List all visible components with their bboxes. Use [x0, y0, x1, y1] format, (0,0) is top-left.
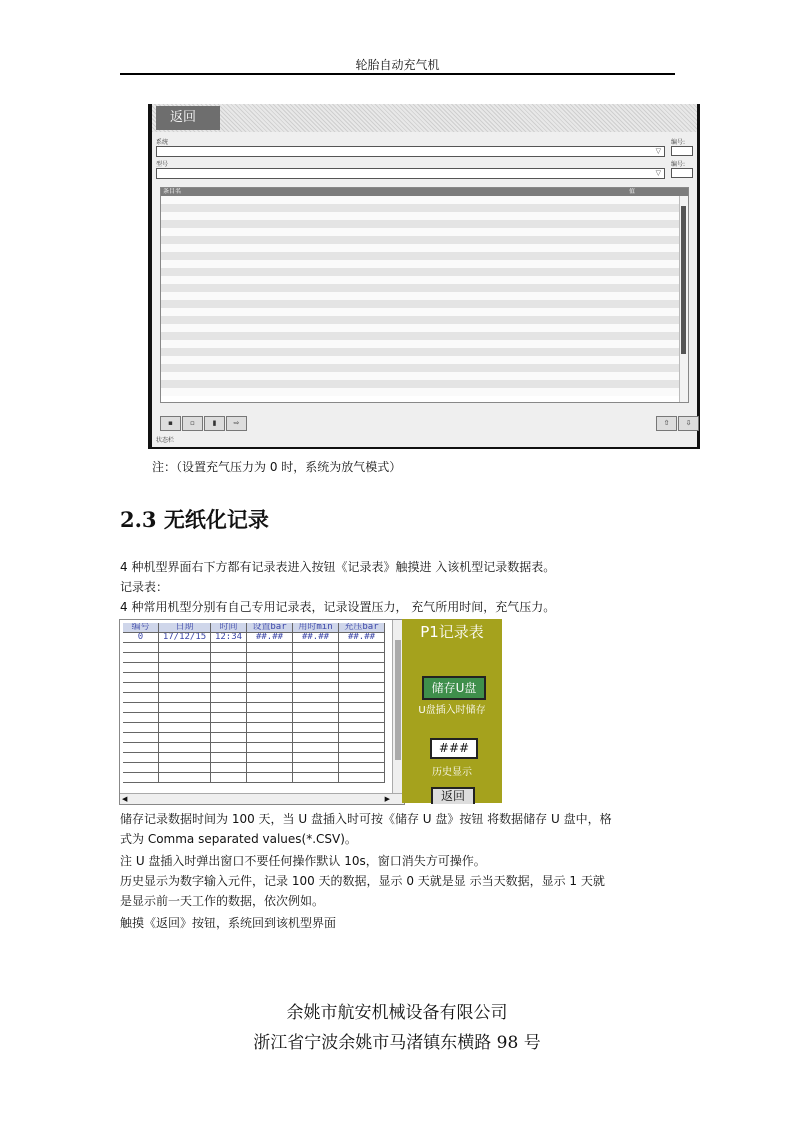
column-name-header: 条目名: [163, 188, 182, 195]
table-row[interactable]: [161, 364, 680, 372]
paragraph: 触摸《返回》按钮，系统回到该机型界面: [120, 916, 337, 930]
table-row[interactable]: [161, 244, 680, 252]
record-empty-cell: [247, 673, 293, 683]
section-title: 2.3 无纸化记录: [120, 507, 269, 532]
table-row[interactable]: [161, 252, 680, 260]
record-empty-cell: [123, 683, 159, 693]
table-row[interactable]: [161, 228, 680, 236]
record-empty-cell: [159, 713, 211, 723]
scrollbar-thumb[interactable]: [681, 206, 686, 354]
record-empty-cell: [247, 763, 293, 773]
back-button[interactable]: 返回: [156, 106, 220, 130]
paragraph: 储存记录数据时间为 100 天，当 U 盘插入时可按《储存 U 盘》按钮 将数据储存 U 盘中，格: [120, 812, 612, 826]
record-empty-cell: [123, 663, 159, 673]
record-data-cell: 12:34: [211, 633, 247, 643]
record-empty-cell: [339, 723, 385, 733]
top-bar: [152, 104, 697, 132]
record-header-cell: 日期: [159, 623, 211, 633]
record-empty-cell: [159, 653, 211, 663]
record-empty-cell: [247, 713, 293, 723]
record-empty-cell: [293, 763, 339, 773]
upload-icon[interactable]: ⇧: [656, 416, 677, 431]
record-empty-cell: [211, 753, 247, 763]
record-empty-cell: [123, 723, 159, 733]
record-empty-cell: [247, 683, 293, 693]
record-empty-cell: [159, 683, 211, 693]
table-row[interactable]: [161, 196, 680, 204]
paragraph: 是显示前一天工作的数据，依次例如。: [120, 894, 325, 908]
record-empty-cell: [123, 743, 159, 753]
record-empty-cell: [123, 673, 159, 683]
record-empty-cell: [293, 713, 339, 723]
table-row[interactable]: [161, 308, 680, 316]
record-empty-cell: [293, 643, 339, 653]
record-empty-cell: [211, 683, 247, 693]
table-row[interactable]: [161, 284, 680, 292]
number-field-1[interactable]: [671, 146, 693, 156]
table-row[interactable]: [161, 388, 680, 396]
table-row[interactable]: [161, 340, 680, 348]
record-empty-cell: [293, 773, 339, 783]
record-empty-cell: [159, 763, 211, 773]
record-empty-cell: [247, 653, 293, 663]
record-empty-cell: [159, 773, 211, 783]
header-rule: [120, 73, 675, 75]
record-empty-cell: [211, 723, 247, 733]
number-label-2: 编号:: [671, 161, 686, 168]
model-dropdown[interactable]: [156, 168, 665, 179]
record-empty-cell: [123, 733, 159, 743]
record-data-cell: ##.##: [247, 633, 293, 643]
table-row[interactable]: [161, 276, 680, 284]
record-empty-cell: [293, 723, 339, 733]
record-data-cell: ##.##: [339, 633, 385, 643]
delete-icon[interactable]: ▮: [204, 416, 225, 431]
record-empty-cell: [339, 663, 385, 673]
record-header-cell: 设置bar: [247, 623, 293, 633]
back-button[interactable]: 返回: [431, 787, 475, 804]
record-empty-cell: [247, 753, 293, 763]
record-empty-cell: [123, 693, 159, 703]
history-display-input[interactable]: ###: [430, 738, 478, 759]
record-header-cell: 充压bar: [339, 623, 385, 633]
record-empty-cell: [293, 703, 339, 713]
download-icon[interactable]: ⇩: [678, 416, 699, 431]
chevron-down-icon: ▽: [655, 169, 661, 177]
table-row[interactable]: [161, 316, 680, 324]
record-control-panel: [402, 619, 502, 803]
footer-address: 浙江省宁波余姚市马渚镇东横路 98 号: [253, 1033, 541, 1053]
record-empty-cell: [247, 723, 293, 733]
number-label-1: 编号:: [671, 139, 686, 146]
note-text: 注：（设置充气压力为 0 时，系统为放气模式）: [152, 460, 402, 474]
column-value-header: 值: [629, 188, 636, 195]
table-row[interactable]: [161, 372, 680, 380]
record-header-cell: 用时min: [293, 623, 339, 633]
scrollbar-thumb[interactable]: [395, 640, 401, 760]
record-data-cell: 17/12/15: [159, 633, 211, 643]
record-empty-cell: [293, 653, 339, 663]
record-empty-cell: [211, 643, 247, 653]
record-empty-cell: [339, 673, 385, 683]
record-empty-cell: [123, 653, 159, 663]
paragraph: 4 种机型界面右下方都有记录表进入按钮《记录表》触摸进 入该机型记录数据表。: [120, 560, 556, 574]
history-caption: 历史显示: [432, 767, 472, 778]
record-empty-cell: [159, 673, 211, 683]
table-row[interactable]: [161, 260, 680, 268]
record-empty-cell: [247, 693, 293, 703]
record-empty-cell: [211, 663, 247, 673]
record-empty-cell: [123, 763, 159, 773]
record-empty-cell: [339, 743, 385, 753]
record-empty-cell: [293, 673, 339, 683]
paragraph: 历史显示为数字输入元件，记录 100 天的数据，显示 0 天就是显 示当天数据，显示 1 天就: [120, 874, 605, 888]
table-row[interactable]: [161, 332, 680, 340]
record-empty-cell: [211, 653, 247, 663]
record-data-cell: 0: [123, 633, 159, 643]
record-empty-cell: [123, 703, 159, 713]
table-row[interactable]: [161, 324, 680, 332]
record-empty-cell: [339, 773, 385, 783]
record-empty-cell: [339, 653, 385, 663]
record-empty-cell: [293, 663, 339, 673]
record-empty-cell: [159, 733, 211, 743]
record-horizontal-scrollbar[interactable]: [120, 793, 404, 804]
record-empty-cell: [339, 703, 385, 713]
paragraph: 记录表：: [120, 580, 169, 594]
chevron-down-icon: ▽: [655, 147, 661, 155]
system-label: 系统: [156, 139, 169, 146]
record-empty-cell: [159, 693, 211, 703]
table-row[interactable]: [161, 380, 680, 388]
page-header: 轮胎自动充气机: [355, 58, 440, 72]
record-empty-cell: [293, 693, 339, 703]
table-row[interactable]: [161, 204, 680, 212]
data-browser-screenshot: [148, 104, 700, 449]
paragraph: 4 种常用机型分别有自己专用记录表，记录设置压力， 充气所用时间，充气压力。: [120, 600, 556, 614]
record-empty-cell: [339, 763, 385, 773]
record-empty-cell: [293, 683, 339, 693]
record-header-cell: 时间: [211, 623, 247, 633]
record-empty-cell: [339, 643, 385, 653]
table-header: [161, 188, 688, 196]
record-table-screenshot: [119, 619, 405, 805]
record-empty-cell: [211, 763, 247, 773]
data-table: [160, 187, 689, 403]
number-field-2[interactable]: [671, 168, 693, 178]
record-empty-cell: [293, 743, 339, 753]
record-empty-cell: [339, 713, 385, 723]
record-data-cell: ##.##: [293, 633, 339, 643]
record-empty-cell: [247, 733, 293, 743]
record-empty-cell: [123, 643, 159, 653]
record-empty-cell: [211, 673, 247, 683]
export-icon[interactable]: ⇨: [226, 416, 247, 431]
scroll-left-icon[interactable]: ◀: [122, 795, 128, 803]
save-usb-caption: U盘插入时储存: [418, 705, 486, 716]
add-icon[interactable]: ▪: [160, 416, 181, 431]
record-empty-cell: [247, 703, 293, 713]
paragraph: 式为 Comma separated values(*.CSV)。: [120, 832, 357, 846]
scroll-right-icon[interactable]: ▶: [384, 795, 390, 803]
record-empty-cell: [211, 743, 247, 753]
table-row[interactable]: [161, 220, 680, 228]
record-empty-cell: [211, 773, 247, 783]
table-row[interactable]: [161, 268, 680, 276]
system-dropdown[interactable]: [156, 146, 665, 157]
table-row[interactable]: [161, 212, 680, 220]
footer-company: 余姚市航安机械设备有限公司: [286, 1003, 508, 1023]
record-empty-cell: [159, 743, 211, 753]
table-scrollbar[interactable]: [679, 196, 688, 402]
paragraph: 注 U 盘插入时弹出窗口不要任何操作默认 10s，窗口消失方可操作。: [120, 854, 486, 868]
record-empty-cell: [123, 773, 159, 783]
record-header-cell: 编号: [123, 623, 159, 633]
record-empty-cell: [293, 733, 339, 743]
record-empty-cell: [247, 773, 293, 783]
record-empty-cell: [159, 643, 211, 653]
table-row[interactable]: [161, 348, 680, 356]
save-icon[interactable]: ▫: [182, 416, 203, 431]
record-empty-cell: [123, 713, 159, 723]
record-empty-cell: [159, 663, 211, 673]
status-bar: 状态栏: [156, 437, 175, 444]
record-empty-cell: [339, 683, 385, 693]
save-usb-button[interactable]: 储存U盘: [422, 676, 486, 700]
table-row[interactable]: [161, 292, 680, 300]
panel-title: P1记录表: [420, 623, 484, 641]
record-empty-cell: [247, 743, 293, 753]
model-label: 型号: [156, 161, 169, 168]
record-empty-cell: [159, 753, 211, 763]
record-empty-cell: [211, 693, 247, 703]
record-empty-cell: [211, 733, 247, 743]
record-empty-cell: [123, 753, 159, 763]
record-empty-cell: [293, 753, 339, 763]
record-empty-cell: [159, 703, 211, 713]
record-empty-cell: [339, 733, 385, 743]
record-empty-cell: [211, 713, 247, 723]
record-empty-cell: [247, 663, 293, 673]
record-empty-cell: [247, 643, 293, 653]
record-empty-cell: [211, 703, 247, 713]
table-row[interactable]: [161, 236, 680, 244]
record-empty-cell: [159, 723, 211, 733]
record-empty-cell: [339, 693, 385, 703]
table-row[interactable]: [161, 300, 680, 308]
record-empty-cell: [339, 753, 385, 763]
table-row[interactable]: [161, 356, 680, 364]
